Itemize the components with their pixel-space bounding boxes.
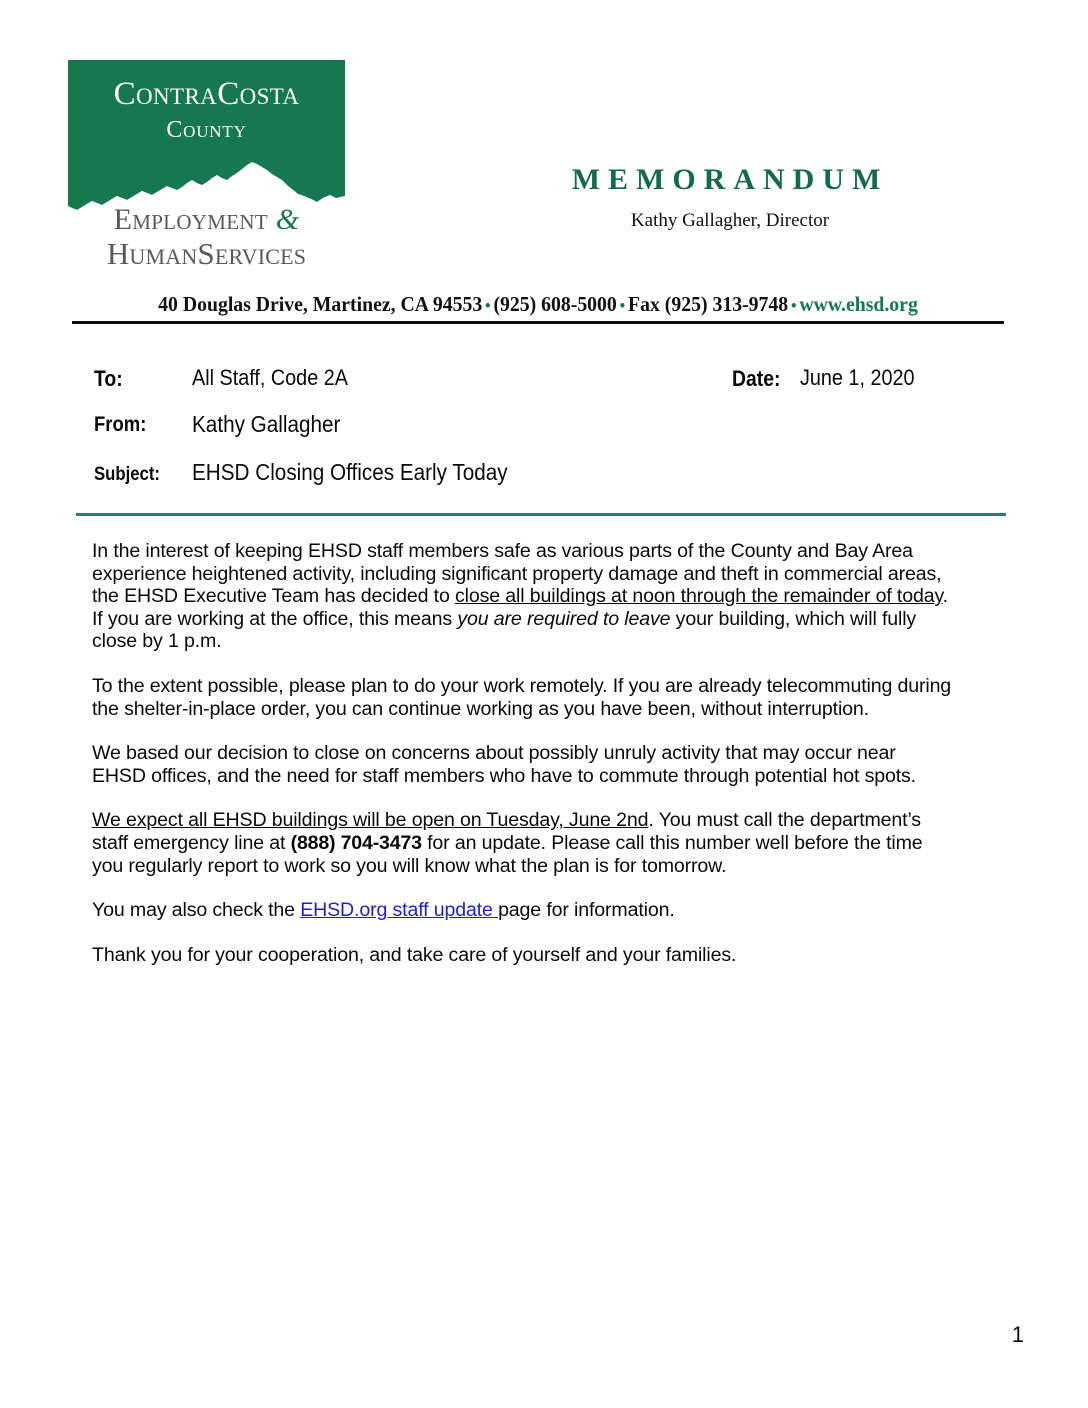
- logo-county-name-line1: ContraCosta: [113, 76, 300, 112]
- header-divider-rule: [72, 321, 1004, 324]
- address-separator-2: •: [619, 296, 626, 315]
- p1-text-b: . If you are working at the office, this means: [92, 585, 948, 630]
- p1-text-c: your building, which will fully close by 1 p.m.: [92, 607, 917, 653]
- ehsd-staff-update-link[interactable]: EHSD.org staff update: [300, 899, 499, 922]
- page-number: 1: [1011, 1322, 1024, 1347]
- address-fax: Fax (925) 313-9748: [628, 292, 789, 316]
- p4-text-b: for an update. Please call this number well before the time you regularly report to work so you will know what the plan is for tomorrow.: [92, 831, 923, 877]
- address-separator-3: •: [790, 296, 797, 315]
- from-label: From:: [94, 413, 147, 436]
- field-row-from: [0, 407, 1088, 456]
- date-label: Date:: [732, 366, 781, 391]
- from-value: Kathy Gallagher: [192, 411, 341, 437]
- address-website-link[interactable]: www.ehsd.org: [799, 292, 918, 316]
- date-value: June 1, 2020: [800, 365, 915, 390]
- subject-divider-rule: [76, 513, 1006, 516]
- body-paragraph-1: [92, 540, 954, 653]
- to-value: All Staff, Code 2A: [192, 365, 348, 390]
- emergency-phone-number: (888) 704-3473: [290, 831, 422, 854]
- logo-department-name: [68, 203, 345, 271]
- body-paragraph-3: We based our decision to close on concerns about possibly unruly activity that may occur near EHSD offices, and the need for staff members who have to commute through potential hot spots.: [92, 742, 916, 787]
- address-street-city: 40 Douglas Drive, Martinez, CA 94553: [158, 292, 483, 316]
- address-separator-1: •: [485, 296, 491, 315]
- contact-address-line: [96, 292, 980, 317]
- subject-label: Subject:: [94, 464, 160, 485]
- field-row-subject: [0, 456, 1088, 505]
- address-phone: (925) 608-5000: [493, 292, 617, 316]
- logo-department-line2: HumanServices: [106, 235, 307, 271]
- memorandum-title: MEMORANDUM: [571, 163, 889, 196]
- to-label: To:: [94, 366, 123, 391]
- memo-body: [92, 540, 954, 988]
- p1-text-a: In the interest of keeping EHSD staff members safe as various parts of the County and Bay Area experience heightened activity, including significant property damage and theft in commercial areas, the EHSD Executive Team has decided to: [92, 540, 942, 608]
- body-paragraph-6: Thank you for your cooperation, and take care of yourself and your families.: [92, 943, 737, 966]
- subject-value: EHSD Closing Offices Early Today: [192, 459, 508, 485]
- logo-department-line1: [68, 203, 345, 237]
- memo-header-fields: [0, 358, 1088, 505]
- body-paragraph-5: [92, 899, 954, 922]
- p4-underlined-statement: We expect all EHSD buildings will be open on Tuesday, June 2nd: [92, 809, 649, 832]
- p5-text-a: You may also check the: [92, 899, 301, 922]
- letterhead: [0, 0, 1088, 335]
- field-row-to: [0, 358, 1088, 407]
- agency-logo: [68, 60, 345, 275]
- logo-department-line1-text: Employment: [113, 203, 276, 236]
- logo-county-name-line2: County: [166, 117, 247, 143]
- p4-text-a: . You must call the department’s staff emergency line at: [92, 809, 921, 854]
- p1-italic-emphasis: you are required to leave: [457, 607, 671, 630]
- body-paragraph-4: [92, 809, 954, 877]
- ampersand-glyph: &: [275, 203, 300, 236]
- p5-text-b: page for information.: [498, 899, 675, 922]
- p1-underlined-directive: close all buildings at noon through the remainder of today: [455, 585, 943, 608]
- body-paragraph-2: To the extent possible, please plan to do your work remotely. If you are already telecommuting during the shelter-in-place order, you can continue working as you have been, without interruption.: [92, 674, 952, 720]
- director-name: Kathy Gallagher, Director: [630, 210, 830, 231]
